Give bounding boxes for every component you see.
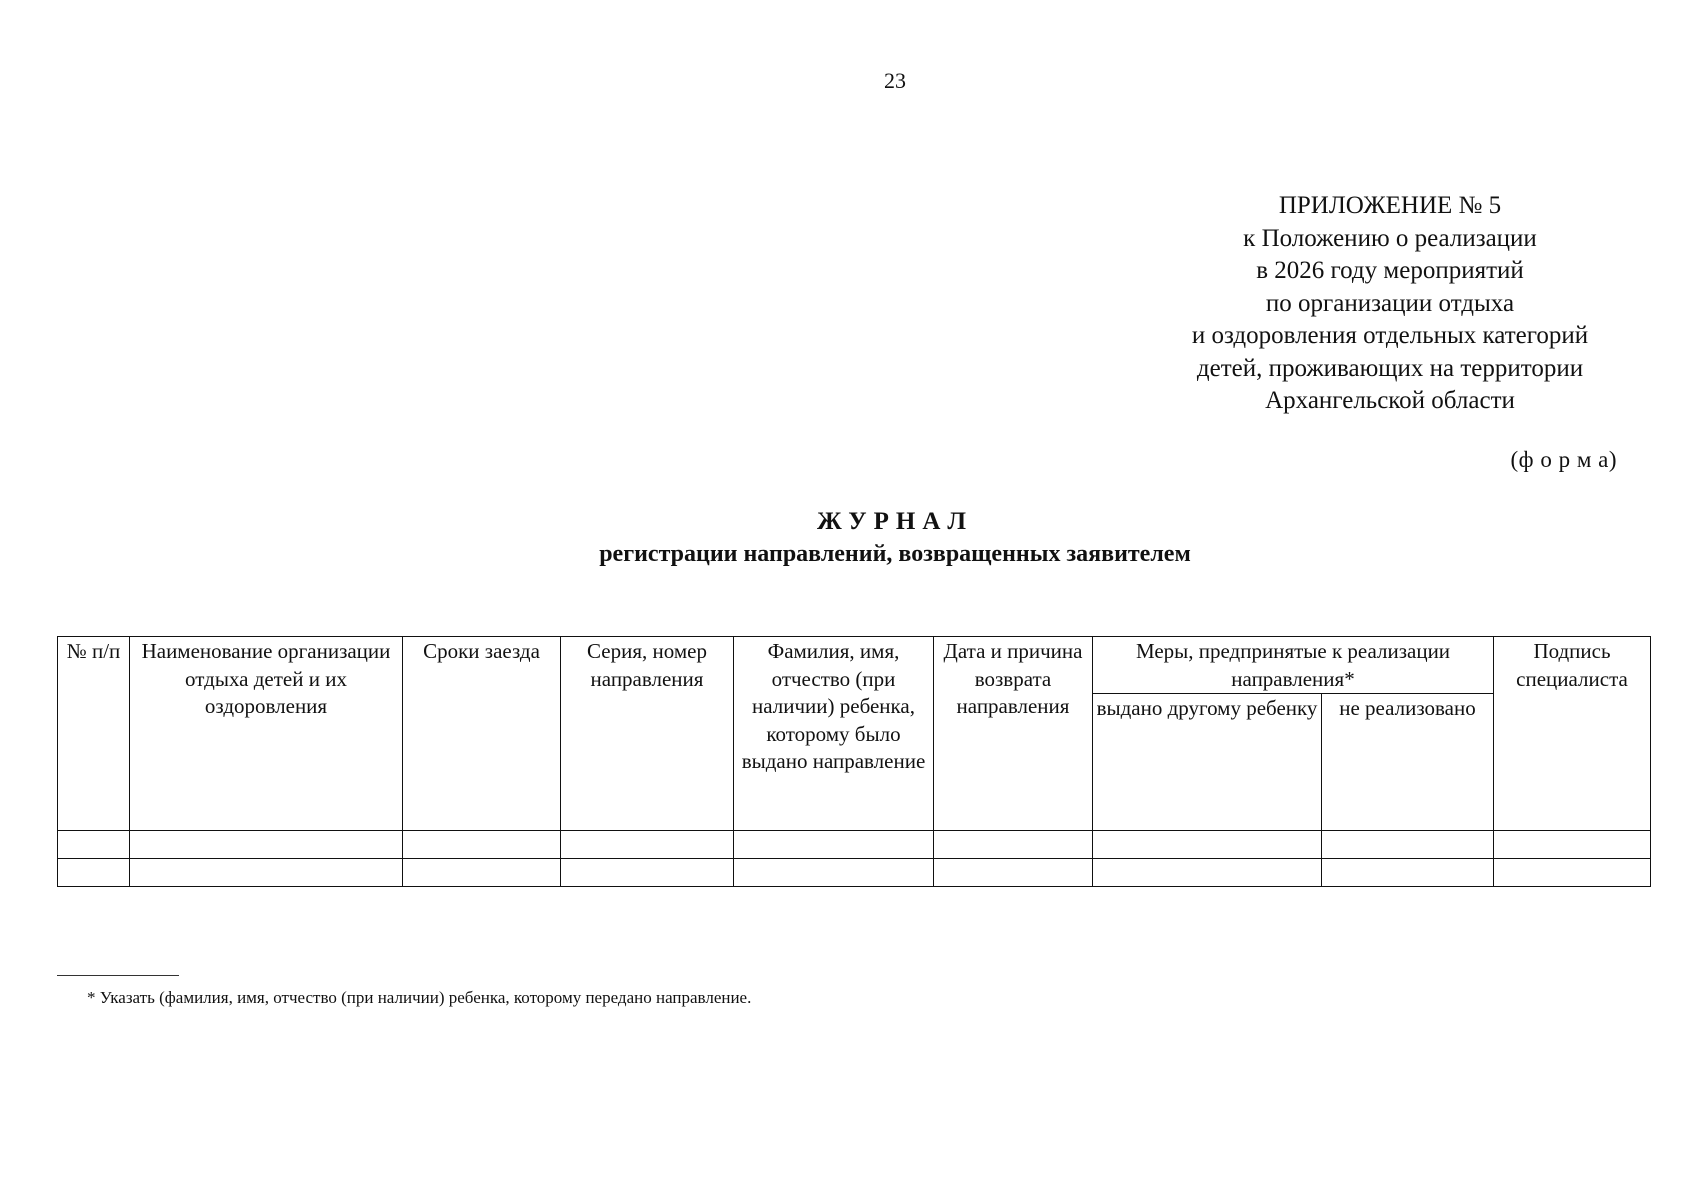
table-cell xyxy=(561,831,734,859)
form-label: (ф о р м а) xyxy=(1510,447,1617,472)
header-measures-not-realized: не реализовано xyxy=(1322,694,1494,831)
table-cell xyxy=(1093,831,1322,859)
table-header-row xyxy=(58,637,1651,694)
table-row xyxy=(58,859,1651,887)
table-cell xyxy=(934,831,1093,859)
appendix-line: Архангельской области xyxy=(1265,387,1515,414)
table-cell xyxy=(734,859,934,887)
header-measures-issued: выдано другому ребенку xyxy=(1093,694,1322,831)
header-dates: Сроки заезда xyxy=(403,637,561,831)
header-series-number: Серия, номер направления xyxy=(561,637,734,831)
appendix-line: детей, проживающих на территории xyxy=(1196,354,1584,382)
appendix-block xyxy=(1130,190,1650,418)
table-cell xyxy=(130,859,403,887)
journal-title: ЖУРНАЛ xyxy=(816,508,974,535)
journal-table xyxy=(57,636,1651,887)
header-num: № п/п xyxy=(58,637,130,831)
table-cell xyxy=(561,859,734,887)
header-child-name: Фамилия, имя, отчество (при наличии) ребенка, которому было выдано направление xyxy=(734,637,934,831)
table-cell xyxy=(403,831,561,859)
table-cell xyxy=(403,859,561,887)
table-cell xyxy=(1494,831,1651,859)
page-number: 23 xyxy=(884,68,906,93)
appendix-line: ПРИЛОЖЕНИЕ № 5 xyxy=(1278,192,1502,219)
appendix-line: к Положению о реализации xyxy=(1243,224,1537,252)
table-cell xyxy=(58,831,130,859)
appendix-line: и оздоровления отдельных категорий xyxy=(1191,322,1589,349)
table-cell xyxy=(934,859,1093,887)
table-cell xyxy=(734,831,934,859)
header-signature: Подпись специалиста xyxy=(1494,637,1651,831)
appendix-line: в 2026 году мероприятий xyxy=(1256,257,1524,284)
table-cell xyxy=(1494,859,1651,887)
table-cell xyxy=(1322,831,1494,859)
table-cell xyxy=(58,859,130,887)
header-organization: Наименование организации отдыха детей и их оздоровления xyxy=(130,637,403,831)
table-cell xyxy=(130,831,403,859)
appendix-line: по организации отдыха xyxy=(1265,289,1515,317)
footnote-separator xyxy=(57,975,179,976)
header-measures: Меры, предпринятые к реализации направления* xyxy=(1093,637,1494,694)
journal-subtitle: регистрации направлений, возвращенных заявителем xyxy=(599,541,1191,567)
table-row xyxy=(58,831,1651,859)
table-cell xyxy=(1322,859,1494,887)
footnote: * Указать (фамилия, имя, отчество (при наличии) ребенка, которому передано направление. xyxy=(87,988,752,1007)
header-return-date-reason: Дата и причина возврата направления xyxy=(934,637,1093,831)
table-cell xyxy=(1093,859,1322,887)
